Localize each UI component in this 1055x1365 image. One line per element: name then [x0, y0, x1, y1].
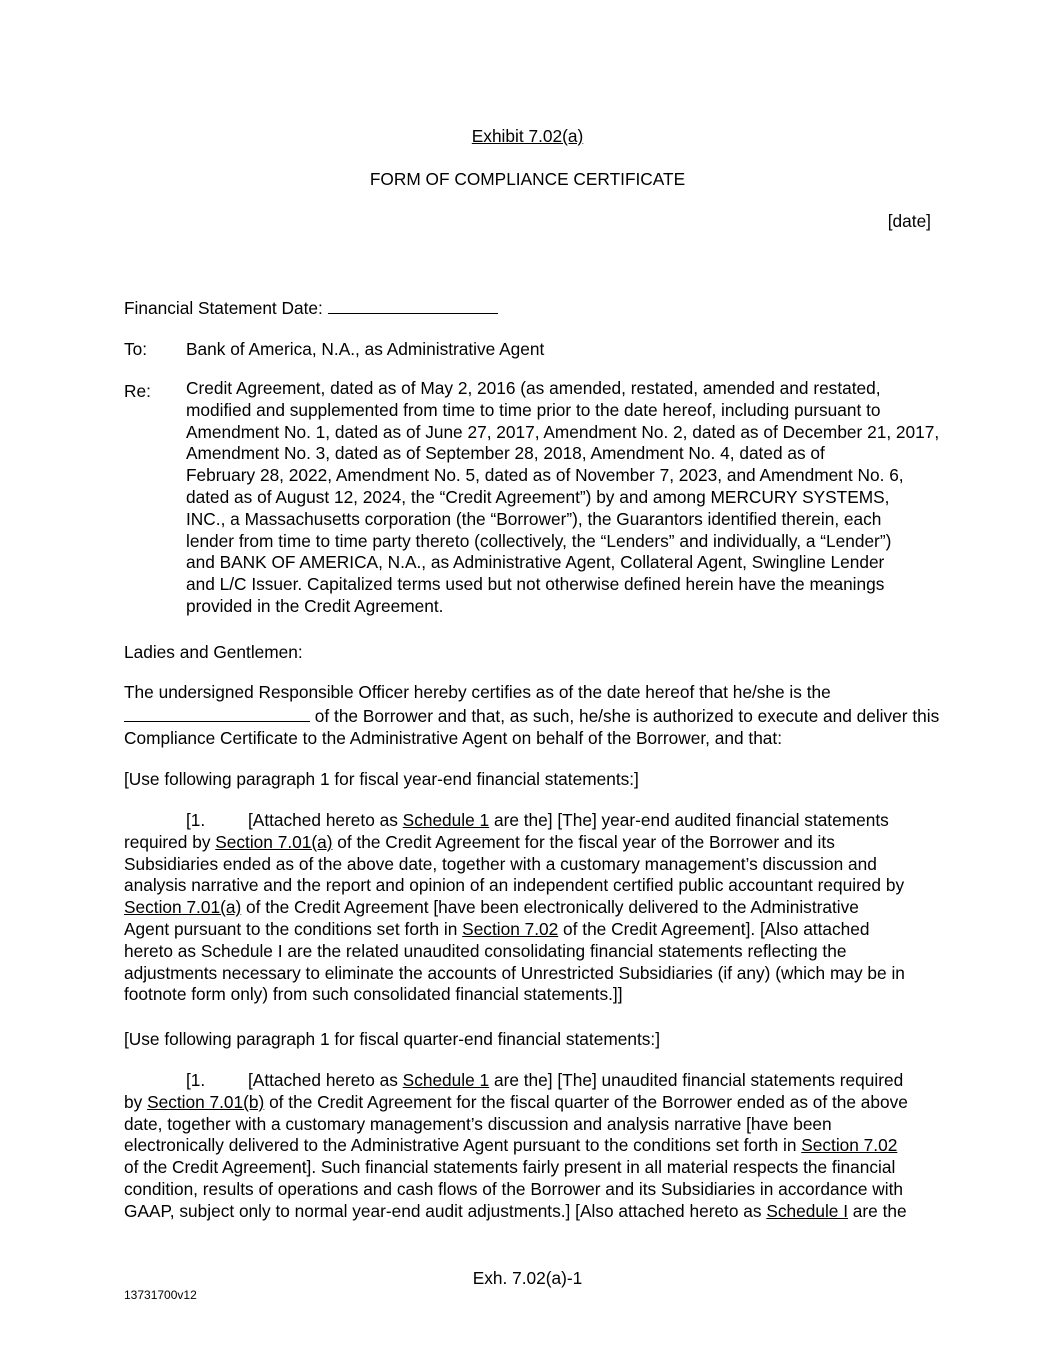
para-line	[124, 1201, 944, 1223]
para-line: of the Credit Agreement]. Such financial statements fairly present in all material respects the financial	[124, 1157, 896, 1178]
para-line	[124, 810, 944, 832]
title-blank	[124, 704, 310, 722]
re-line: Amendment No. 3, dated as of September 28, 2018, Amendment No. 4, dated as of	[186, 443, 825, 464]
para-line: hereto as Schedule I are the related unaudited consolidating financial statements reflecting the	[124, 940, 847, 961]
para-text: [Attached hereto as	[248, 1070, 403, 1090]
para-line	[124, 897, 944, 919]
re-line: dated as of August 12, 2024, the “Credit Agreement”) by and among MERCURY SYSTEMS,	[186, 486, 890, 507]
instruction-year-end: [Use following paragraph 1 for fiscal year-end financial statements:]	[124, 769, 639, 789]
para-text: of the Credit Agreement for the fiscal year of the Borrower and its	[332, 831, 835, 852]
para-line: condition, results of operations and cash flows of the Borrower and its Subsidiaries in accordance with	[124, 1178, 904, 1199]
para-text: are the	[848, 1200, 907, 1221]
para-line: date, together with a customary management’s discussion and analysis narrative [have been	[124, 1113, 832, 1134]
paragraph-year-end	[124, 810, 944, 1006]
para-text: of the Credit Agreement for the fiscal quarter of the Borrower ended as of the above	[264, 1091, 908, 1112]
document-id: 13731700v12	[124, 1288, 197, 1302]
para-text: of the Credit Agreement [have been electronically delivered to the Administrative	[241, 897, 859, 918]
financial-statement-date	[124, 296, 498, 319]
section-reference: Section 7.02	[801, 1135, 898, 1156]
page-number-label: Exh. 7.02(a)-1	[472, 1268, 583, 1288]
intro-line: Compliance Certificate to the Administrative Agent on behalf of the Borrower, and that:	[124, 727, 783, 748]
re-label: Re:	[124, 381, 151, 401]
para-line	[124, 1135, 944, 1157]
re-block	[186, 378, 946, 618]
para-text: are the] [The] year-end audited financial statements	[489, 810, 889, 830]
para-line	[124, 832, 944, 854]
re-line: February 28, 2022, Amendment No. 5, dated as of November 7, 2023, and Amendment No. 6,	[186, 465, 904, 486]
re-line: INC., a Massachusetts corporation (the “Borrower”), the Guarantors identified therein, each	[186, 508, 882, 529]
para-line: Subsidiaries ended as of the above date, together with a customary management’s discussion and	[124, 853, 877, 874]
para-line: footnote form only) from such consolidated financial statements.]]	[124, 984, 623, 1005]
intro-line-text: of the Borrower and that, as such, he/she is authorized to execute and deliver this	[310, 705, 940, 726]
para-number: [1.	[186, 1070, 206, 1090]
para-text: by	[124, 1091, 148, 1112]
exhibit-title: Exhibit 7.02(a)	[471, 126, 584, 146]
re-line: Amendment No. 1, dated as of June 27, 2017, Amendment No. 2, dated as of December 21, 2017,	[186, 421, 940, 442]
intro-line: The undersigned Responsible Officer hereby certifies as of the date hereof that he/she is the	[124, 682, 831, 702]
para-text: [Attached hereto as	[248, 810, 403, 830]
re-line: modified and supplemented from time to time prior to the date hereof, including pursuant to	[186, 399, 881, 420]
schedule-1-reference: Schedule 1	[402, 810, 490, 830]
salutation: Ladies and Gentlemen:	[124, 642, 303, 662]
intro-line	[124, 704, 944, 728]
date-placeholder: [date]	[887, 211, 931, 231]
para-number: [1.	[186, 810, 206, 830]
re-line: provided in the Credit Agreement.	[186, 595, 444, 616]
section-reference: Section 7.01(b)	[147, 1091, 265, 1112]
section-reference: Section 7.01(a)	[215, 831, 333, 852]
financial-statement-date-blank	[328, 296, 498, 314]
para-line	[124, 919, 944, 941]
re-line: Credit Agreement, dated as of May 2, 2016 (as amended, restated, amended and restated,	[186, 378, 881, 398]
para-text: Agent pursuant to the conditions set forth in	[124, 918, 463, 939]
para-line	[124, 1092, 944, 1114]
to-value: Bank of America, N.A., as Administrative Agent	[186, 339, 545, 359]
re-line: and L/C Issuer. Capitalized terms used but not otherwise defined herein have the meanings	[186, 574, 885, 595]
financial-statement-date-label: Financial Statement Date:	[124, 298, 323, 318]
para-line: analysis narrative and the report and opinion of an independent certified public accountant required by	[124, 875, 905, 896]
re-line: lender from time to time party thereto (collectively, the “Lenders” and individually, a “Lender”)	[186, 530, 892, 551]
para-text: required by	[124, 831, 216, 852]
para-text: are the] [The] unaudited financial statements required	[489, 1070, 904, 1090]
re-line: and BANK OF AMERICA, N.A., as Administrative Agent, Collateral Agent, Swingline Lender	[186, 552, 885, 573]
section-reference: Section 7.01(a)	[124, 897, 242, 918]
para-text: GAAP, subject only to normal year-end audit adjustments.] [Also attached hereto as	[124, 1200, 767, 1221]
para-line: adjustments necessary to eliminate the accounts of Unrestricted Subsidiaries (if any) (which may be in	[124, 962, 905, 983]
instruction-quarter-end: [Use following paragraph 1 for fiscal quarter-end financial statements:]	[124, 1029, 660, 1049]
intro-paragraph	[124, 682, 944, 749]
para-text: of the Credit Agreement]. [Also attached	[558, 918, 870, 939]
to-label: To:	[124, 339, 148, 359]
paragraph-quarter-end	[124, 1070, 944, 1223]
form-title: FORM OF COMPLIANCE CERTIFICATE	[369, 169, 686, 189]
para-text: electronically delivered to the Administrative Agent pursuant to the conditions set forth in	[124, 1135, 802, 1156]
para-line	[124, 1070, 944, 1092]
schedule-1-reference: Schedule 1	[402, 1070, 490, 1090]
section-reference: Section 7.02	[462, 918, 559, 939]
schedule-i-reference: Schedule I	[766, 1200, 848, 1221]
